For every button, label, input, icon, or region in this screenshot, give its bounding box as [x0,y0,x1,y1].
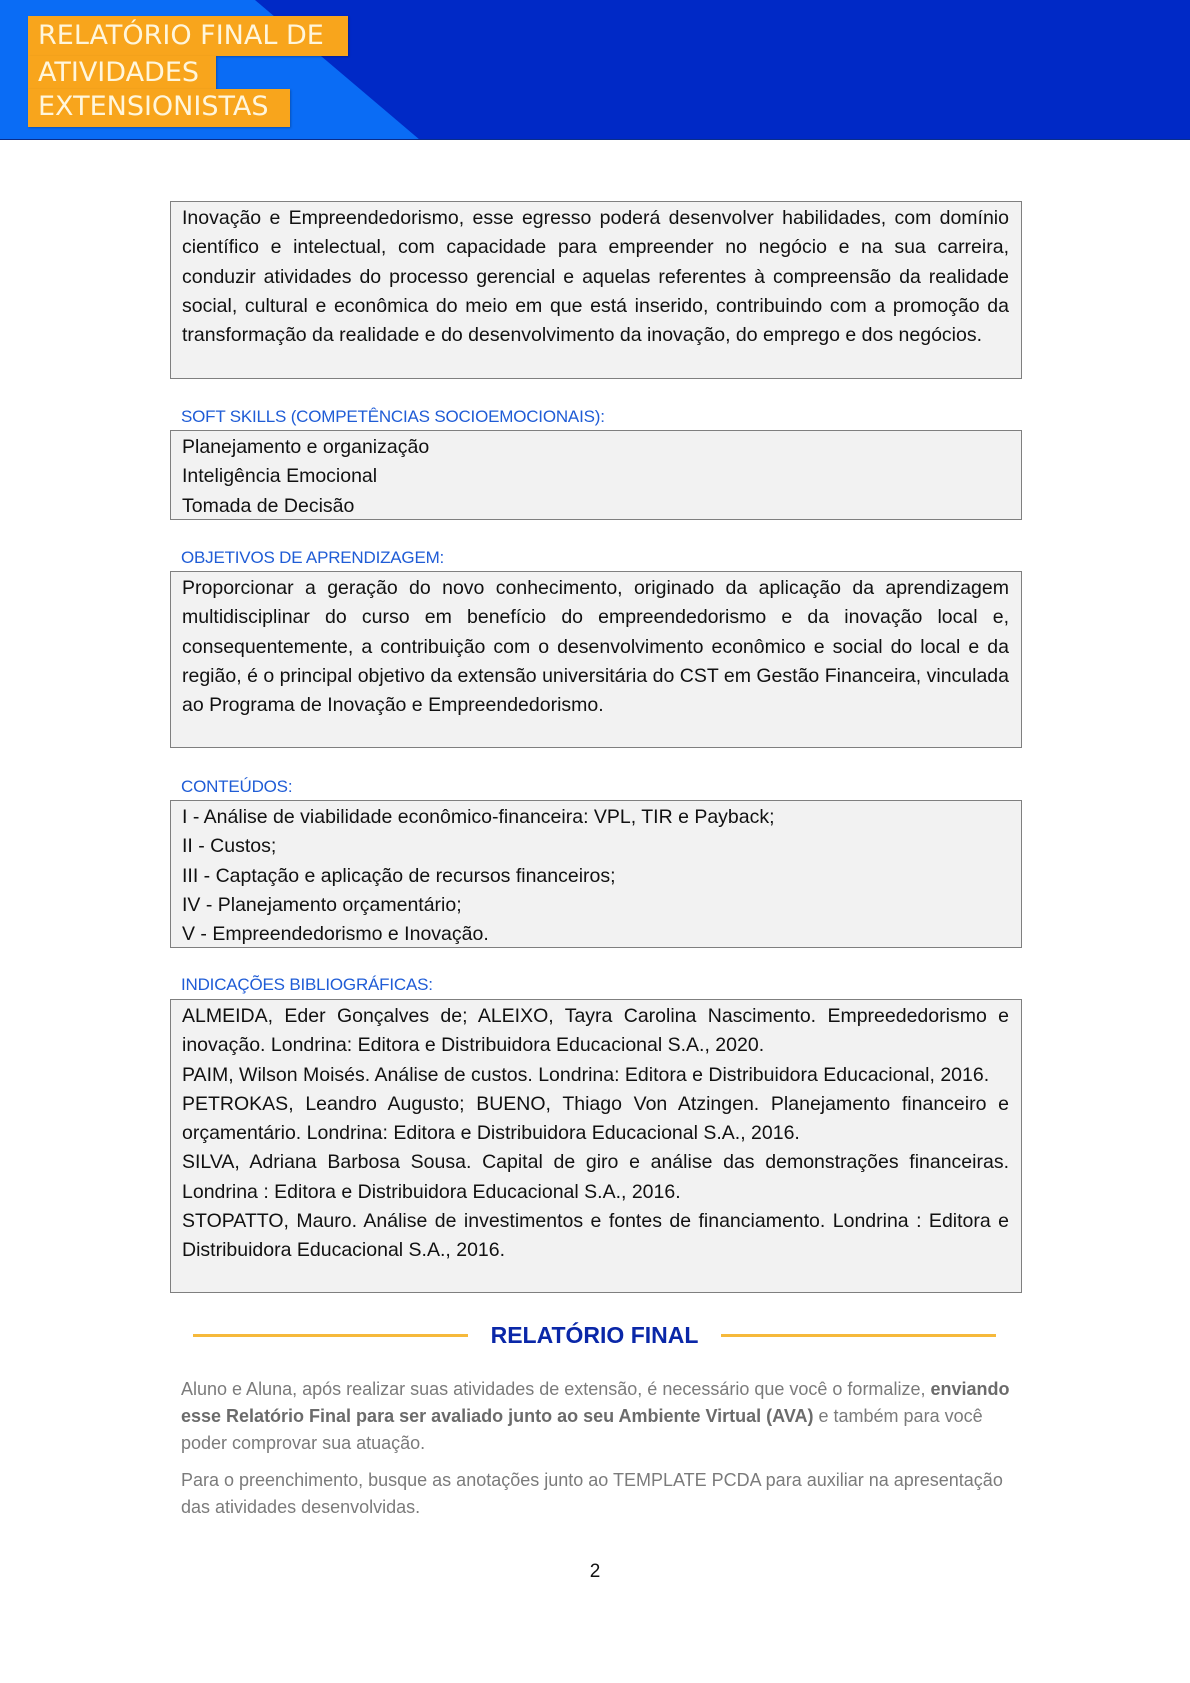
conteudo-item: II - Custos; [182,835,277,858]
bibliografia-item: PETROKAS, Leandro Augusto; BUENO, Thiago Von Atzingen. Planejamento financeiro e orçamentário. Londrina: Editora e Distribuidora Educacional S.A., 2016. [182,1092,1009,1145]
bibliografia-item: ALMEIDA, Eder Gonçalves de; ALEIXO, Tayra Carolina Nascimento. Empreededorismo e inovação. Londrina: Editora e Distribuidora Educacional S.A., 2020. [182,1005,1009,1057]
page-header [0,0,1190,140]
instruction-text: Aluno e Aluna, após realizar suas atividades de extensão, é necessário que você o formalize, [181,1379,931,1399]
bibliografia-item: STOPATTO, Mauro. Análise de investimentos e fontes de financiamento. Londrina : Editora e Distribuidora Educacional S.A., 2016. [182,1210,1009,1262]
bibliografia-item: SILVA, Adriana Barbosa Sousa. Capital de giro e análise das demonstrações financeiras. Londrina : Editora e Distribuidora Educacional S.A., 2016. [182,1151,1009,1203]
objetivos-label: OBJETIVOS DE APRENDIZAGEM: [181,548,445,567]
bibliografia-label: INDICAÇÕES BIBLIOGRÁFICAS: [181,975,433,994]
banner-title-line-2: ATIVIDADES [28,56,216,90]
heading-rule-right [721,1334,996,1337]
soft-skill-item: Planejamento e organização [182,436,430,458]
instruction-text: e também para você poder comprovar sua atuação. [181,1406,983,1453]
conteudo-item: I - Análise de viabilidade econômico-financeira: VPL, TIR e Payback; [182,806,775,828]
conteudos-box [170,800,1022,948]
soft-skill-item: Tomada de Decisão [182,494,355,517]
banner-title-line-1: RELATÓRIO FINAL DE [28,16,348,56]
instruction-paragraph-2: Para o preenchimento, busque as anotações junto ao TEMPLATE PCDA para auxiliar na apresentação das atividades desenvolvidas. [181,1470,1003,1517]
conteudo-item: IV - Planejamento orçamentário; [182,893,462,916]
intro-text: Inovação e Empreendedorismo, esse egresso poderá desenvolver habilidades, com domínio científico e intelectual, com capacidade para empreender no negócio e na sua carreira, conduzir atividades do processo gerencial e aquelas referentes à compreensão da realidade social, cultural e econômica do meio em que está inserido, contribuindo com a promoção da transformação da realidade e do desenvolvimento da inovação, do emprego e dos negócios. [182,207,1009,347]
relatorio-final-title: RELATÓRIO FINAL [490,1322,699,1348]
bibliografia-box [170,999,1022,1293]
soft-skill-item: Inteligência Emocional [182,465,378,488]
instruction-bold-text: enviando esse Relatório Final para ser avaliado junto ao seu Ambiente Virtual (AVA) [181,1379,1010,1426]
intro-box [170,201,1022,379]
page-number: 2 [589,1561,601,1582]
instruction-paragraph-1 [181,1376,1011,1457]
banner-title-line-3: EXTENSIONISTAS [28,89,290,127]
header-bottom-line [0,139,1190,140]
conteudo-item: III - Captação e aplicação de recursos financeiros; [182,864,616,887]
bibliografia-item: PAIM, Wilson Moisés. Análise de custos. Londrina: Editora e Distribuidora Educacional, 2016. [182,1063,990,1086]
objetivos-box [170,571,1022,748]
relatorio-final-heading [193,1319,996,1355]
conteudo-item: V - Empreendedorismo e Inovação. [182,923,489,946]
soft-skills-label: SOFT SKILLS (COMPETÊNCIAS SOCIOEMOCIONAIS): [181,407,605,426]
soft-skills-box [170,430,1022,520]
objetivos-text: Proporcionar a geração do novo conhecimento, originado da aplicação da aprendizagem multidisciplinar do curso em benefício do empreendedorismo e da inovação local e, consequentemente, a contribuição com o desenvolvimento econômico e social do local e da região, é o principal objetivo da extensão universitária do CST em Gestão Financeira, vinculada ao Programa de Inovação e Empreendedorismo. [182,577,1009,717]
conteudos-label: CONTEÚDOS: [181,777,293,796]
